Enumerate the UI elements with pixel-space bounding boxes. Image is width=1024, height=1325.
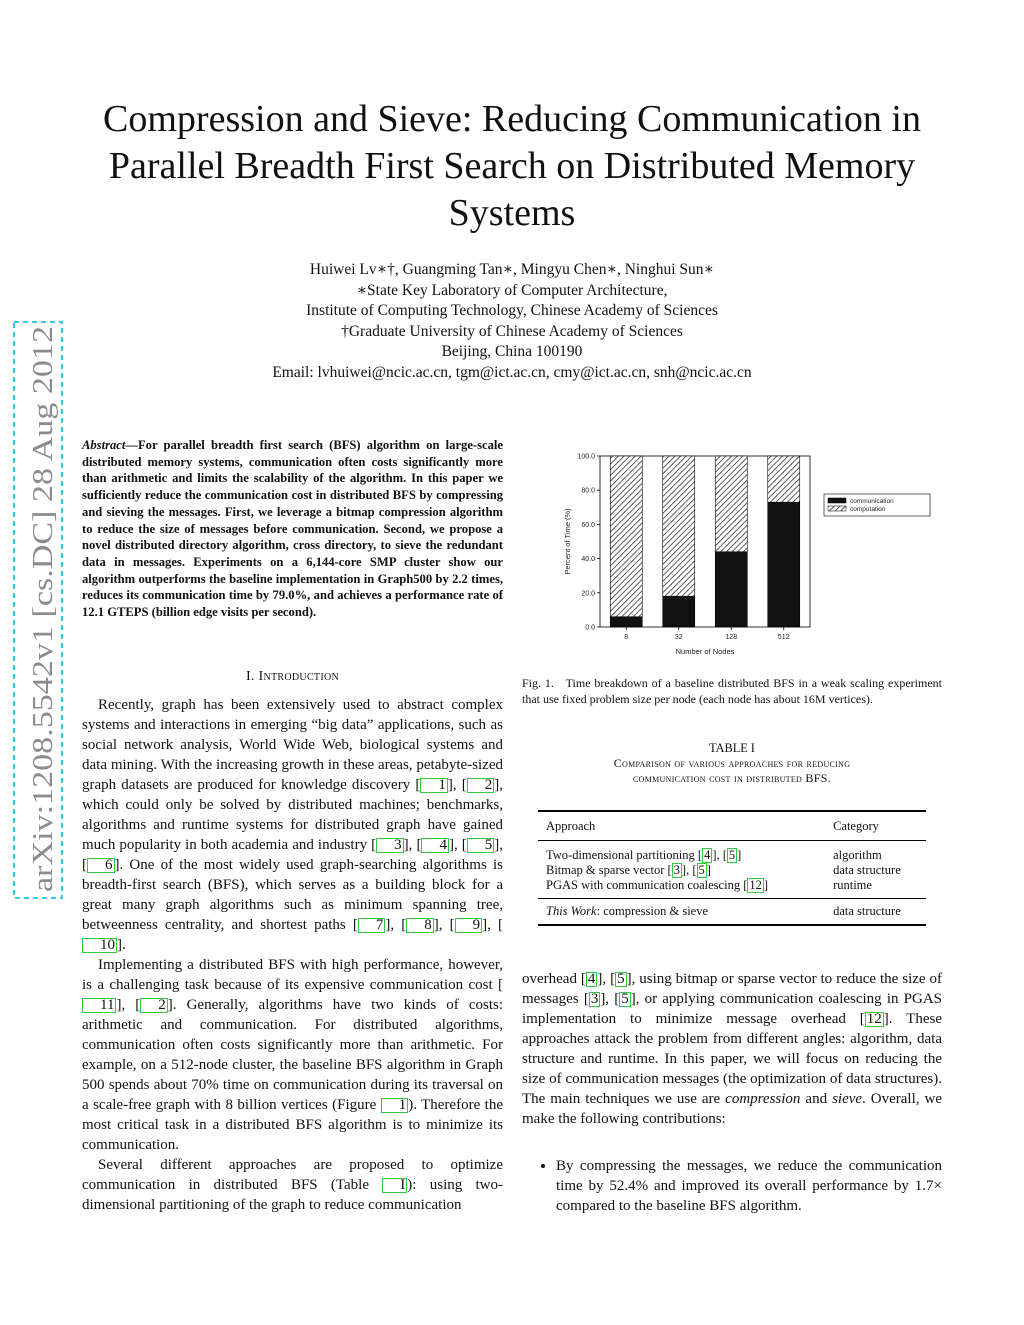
y-tick-label: 100.0 [577,453,595,461]
y-tick-label: 40.0 [581,556,595,564]
table-row [538,863,926,878]
intro-paragraph-2: Implementing a distributed BFS with high performance, however, is a challenging task because of its expensive communication cost [11 ], [ 2 ]. Generally, algorithms have two kinds of costs: arithmetic and communication. For distributed algorithms, communication often costs significantly more than arithmetic. For example, on a 512-node cluster, the baseline BFS algorithm in Graph 500 spends about 70% time on communication during its traversal on a scale-free graph with 8 billion vertices (Figure 1 ). Therefore the most critical task in a distributed BFS algorithm is to minimize its communication. [82,957,503,1153]
author-names: Huiwei Lv∗†, Guangming Tan∗, Mingyu Chen∗, Ninghui Sun∗ [309,261,715,278]
citation-link[interactable]: 6 [87,858,115,873]
table-caption-line-1: Comparison of various approaches for reducing [613,756,851,770]
citation-link[interactable]: 5 [621,991,629,1007]
bar-computation-32 [663,456,695,596]
x-tick-label: 128 [725,634,738,641]
arxiv-stamp [0,320,70,900]
chart-bars [610,456,800,627]
author-block [60,260,964,383]
citation-link[interactable]: 7 [358,918,386,933]
y-tick-label: 0.0 [585,624,595,632]
abstract-lead: Abstract [82,438,126,452]
legend-label-communication: communication [850,498,894,505]
y-axis-label: Percent of Time (%) [563,508,572,575]
affiliation-3: †Graduate University of Chinese Academy of Sciences [341,322,683,340]
citation-link[interactable]: 3 [376,838,404,853]
citation-link[interactable]: 3 [590,991,599,1007]
citation-link[interactable]: 5 [698,863,705,877]
affiliation-1: ∗State Key Laboratory of Computer Architecture, [356,281,668,299]
abstract [82,437,503,621]
citation-link[interactable]: 5 [728,848,736,862]
table-link[interactable]: I [382,1178,407,1193]
y-tick-label: 60.0 [581,521,595,529]
bar-communication-32 [663,596,695,627]
legend-swatch-computation [828,506,846,511]
y-tick-label: 20.0 [581,590,595,598]
affiliation-4: Beijing, China 100190 [441,343,583,360]
comparison-table [538,810,926,926]
citation-link[interactable]: 10 [82,938,117,953]
citation-link[interactable]: 3 [673,863,680,877]
x-tick-label: 512 [777,634,790,641]
intro-paragraph-continued: overhead [ 4 ], [ 5 ], using bitmap or sparse vector to reduce the size of messages [ 3 ], [ 5 ], or applying communication coalescing in PGAS implementation to minimize message overhead [ 12 ]. These approaches attack the problem from different angles: algorithm, data structure and runtime. In this paper, we will focus on reducing the size of communication messages (the optimization of data structures). The main techniques we use are compression and sieve. Overall, we make the following contributions: [522,971,943,1127]
x-axis-label: Number of Nodes [675,647,735,656]
table-label: TABLE I [709,741,755,755]
bar-computation-128 [715,456,747,552]
table-caption-line-2: communication cost in distributed BFS. [633,771,831,785]
table-row [538,878,926,899]
table-header-category: Category [825,811,926,841]
chart-legend [824,494,930,516]
intro-left-column [82,695,503,1215]
table-cell-category: data structure [825,899,926,926]
table-cell-approach: This Work: compression & sieve [538,899,825,926]
time-breakdown-chart [560,446,940,661]
citation-link[interactable]: 1 [420,778,448,793]
legend-swatch-communication [828,498,846,503]
figure-caption [522,676,942,707]
contribution-item: • By compressing the messages, we reduce the communication time by 52.4% and improved its overall performance by 1.7× compared to the baseline BFS algorithm. [556,1156,942,1216]
y-tick-label: 80.0 [581,487,595,495]
citation-link[interactable]: 4 [704,848,711,862]
bar-computation-512 [768,456,800,502]
figure-caption-text: Time breakdown of a baseline distributed BFS in a weak scaling experiment that use fixed problem size per node (each node has about 16M vertices). [522,676,943,706]
intro-right-column [522,969,942,1129]
affiliation-2: Institute of Computing Technology, Chinese Academy of Sciences [306,302,718,319]
table-row-this-work [538,899,926,926]
section-heading-introduction: I. Introduction [245,669,340,684]
bar-communication-128 [715,552,747,627]
bar-computation-8 [610,456,642,617]
contribution-list [536,1156,942,1216]
intro-paragraph-3: Several different approaches are proposed to optimize communication in distributed BFS (Table I ): using two-dimensional partitioning of the graph to reduce communication [82,1157,504,1213]
figure-caption-label: Fig. 1. [522,676,554,690]
table-header-approach: Approach [538,811,825,841]
table-heading [522,741,942,786]
legend-label-computation: computation [850,506,886,513]
bar-communication-512 [768,502,800,627]
table-cell-category: runtime [833,878,872,892]
citation-link[interactable]: 4 [587,971,596,987]
table-cell-category: data structure [833,863,901,877]
intro-paragraph-1: Recently, graph has been extensively used to abstract complex systems and interactions in emerging “big data” applications, such as social network analysis, World Wide Web, biological systems and data mining. With the increasing growth in these areas, petabyte-sized graph datasets are produced for knowledge discovery [ 1 ], [ 2 ], which could only be solved by distributed machines; benchmarks, algorithms and runtime systems for distributed graph have gained much popularity in both academia and industry [ 3 ], [ 4 ], [ 5 ], [ 6 ]. One of the most widely used graph-searching algorithms is breadth-first search (BFS), which serves as a building block for a great many graph algorithms such as minimum spanning tree, betweenness centrality, and shortest paths [ 7 ], [ 8 ], [ 9 ], [10 ]. [82,697,503,953]
table-cell-approach: PGAS with communication coalescing [ 12 ] [546,878,769,892]
citation-link[interactable]: 2 [467,778,495,793]
table-cell-approach: Bitmap & sparse vector [ 3 ], [ 5 ] [546,863,711,877]
arxiv-identifier: arXiv:1208.5542v1 [cs.DC] 28 Aug 2012 [27,410,59,892]
citation-link[interactable]: 12 [749,878,762,892]
bar-communication-8 [610,617,642,627]
x-tick-label: 32 [674,634,683,641]
citation-link[interactable]: 8 [406,918,434,933]
citation-link[interactable]: 11 [82,998,116,1013]
table-row [538,841,926,864]
paper-title: Compression and Sieve: Reducing Communication in Parallel Breadth First Search on Distributed Memory Systems [103,98,921,234]
citation-link[interactable]: 12 [866,1011,882,1027]
citation-link[interactable]: 4 [421,838,449,853]
author-emails: Email: lvhuiwei@ncic.ac.cn, tgm@ict.ac.cn, cmy@ict.ac.cn, snh@ncic.ac.cn [272,363,752,381]
abstract-text: For parallel breadth first search (BFS) algorithm on large-scale distributed memory systems, communication often costs significantly more than arithmetic and limits the scalability of the algorithm. In this paper we sufficiently reduce the communication cost in distributed BFS by compressing and sieving the messages. First, we leverage a bitmap compression algorithm to reduce the size of messages before communication. Second, we propose a novel distributed directory algorithm, cross directory, to sieve the redundant data in messages. Experiments on a 6,144-core SMP cluster show our algorithm outperforms the baseline implementation in Graph500 by 2.2 times, reduces its communication time by 79.0%, and achieves a performance rate of 12.1 GTEPS (billion edge visits per second). [82,438,503,620]
citation-link[interactable]: 2 [140,998,168,1013]
x-tick-label: 8 [624,634,629,641]
citation-link[interactable]: 5 [617,971,625,987]
figure-link[interactable]: 1 [381,1098,409,1113]
table-header-row [538,811,926,841]
citation-link[interactable]: 9 [455,918,483,933]
table-cell-category: algorithm [825,841,926,864]
citation-link[interactable]: 5 [467,838,495,853]
abstract-dash: — [125,438,138,452]
table-cell-approach: Two-dimensional partitioning [ 4 ], [ 5 ] [538,841,825,864]
